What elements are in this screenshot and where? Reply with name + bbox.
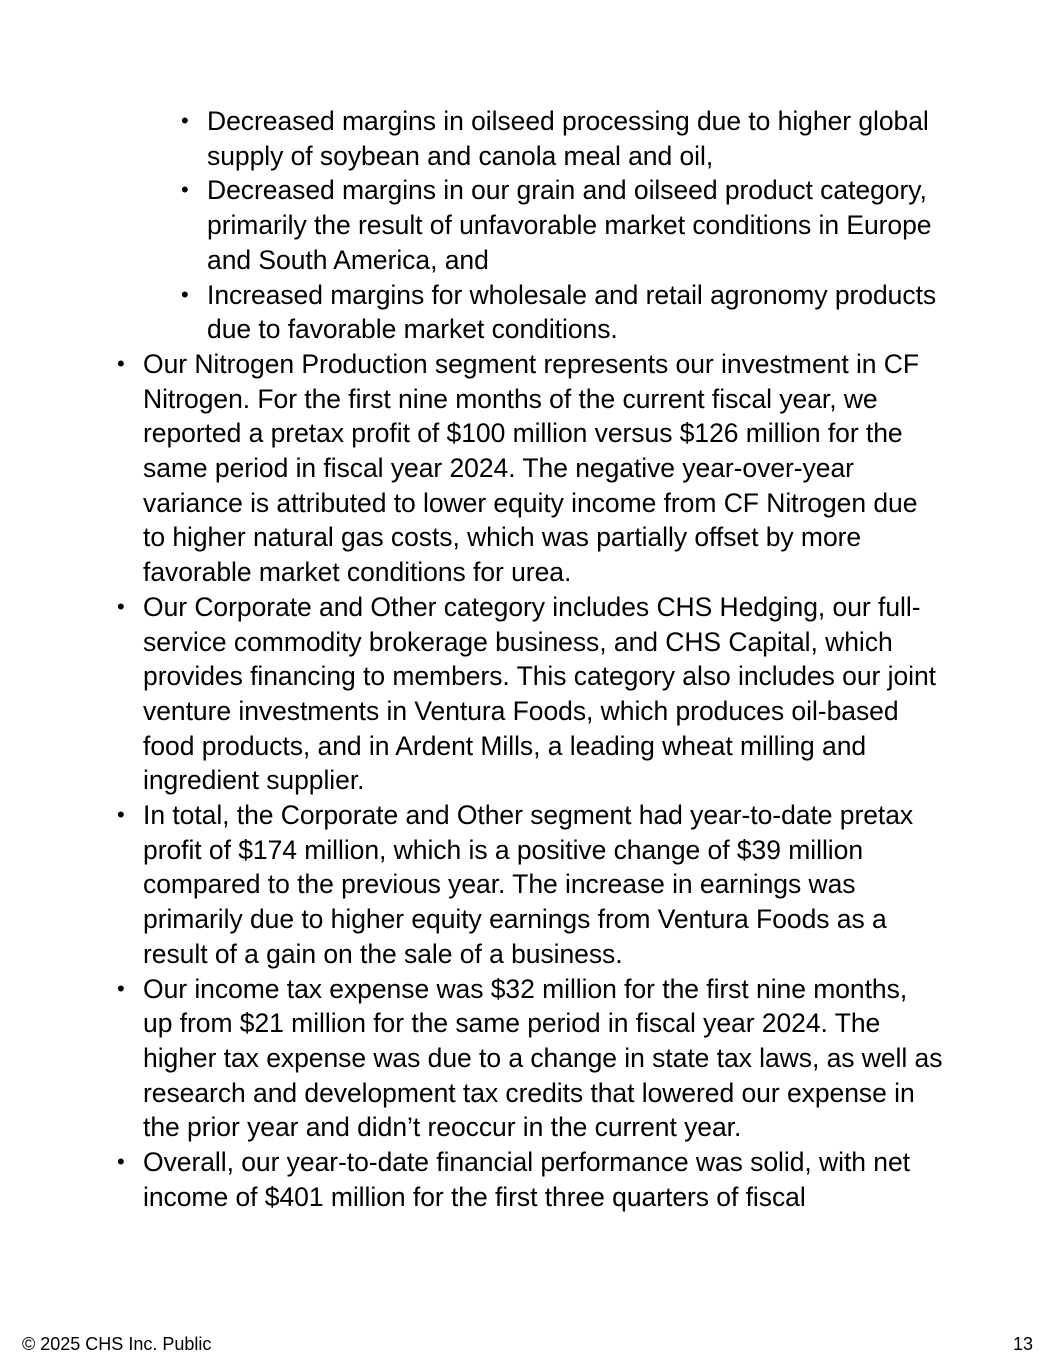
bullet-marker: • — [181, 281, 189, 307]
footer-copyright: © 2025 CHS Inc. Public — [22, 1334, 212, 1354]
bullet-marker: • — [181, 108, 189, 133]
sub-bullet-text: Decreased margins in our grain and oilseed product category, primarily the result of unfavorable market conditions in Europe and South America, and — [207, 175, 932, 275]
bullet-marker: • — [117, 802, 125, 828]
bullet-text: Our income tax expense was $32 million for the first nine months, up from $21 million for the same period in fiscal year 2024. The higher tax expense was due to a change in state tax laws, as well as research and development tax credits that lowered our expense in the prior year and didn’t reoccur in the current year. — [143, 973, 943, 1143]
bullet-marker: • — [117, 350, 125, 376]
bullet-item — [117, 590, 943, 798]
sub-bullet-text: Decreased margins in oilseed processing due to higher global supply of soybean and canola meal and oil, — [207, 106, 929, 171]
bullet-item — [117, 972, 943, 1146]
bullet-marker: • — [117, 975, 125, 1001]
bullet-text: Overall, our year-to-date financial performance was solid, with net income of $401 million for the first three quarters of fiscal — [143, 1147, 910, 1212]
bullet-item — [117, 1145, 943, 1214]
bullet-text: Our Nitrogen Production segment represents our investment in CF Nitrogen. For the first nine months of the current fiscal year, we reported a pretax profit of $100 million versus $126 million for the same period in fiscal year 2024. The negative year-over-year variance is attributed to lower equity income from CF Nitrogen due to higher natural gas costs, which was partially offset by more favorable market conditions for urea. — [143, 348, 920, 588]
main-bullet-list — [0, 347, 1055, 1215]
bullet-item — [117, 798, 943, 972]
sub-bullet-item — [181, 104, 947, 173]
bullet-marker: • — [181, 177, 189, 203]
page-content — [0, 104, 1055, 1215]
bullet-text: Our Corporate and Other category includes CHS Hedging, our full-service commodity brokerage business, and CHS Capital, which provides financing to members. This category also includes our joint venture investments in Ventura Foods, which produces oil-based food products, and in Ardent Mills, a leading wheat milling and ingredient supplier. — [143, 591, 936, 796]
page-number: 13 — [1012, 1334, 1033, 1354]
bullet-marker: • — [117, 1149, 125, 1175]
sub-bullet-text: Increased margins for wholesale and retail agronomy products due to favorable market conditions. — [207, 279, 937, 345]
bullet-marker: • — [117, 593, 125, 619]
sub-bullet-item — [181, 278, 947, 347]
sub-bullet-list — [0, 104, 1055, 347]
bullet-item — [117, 347, 943, 590]
bullet-text: In total, the Corporate and Other segment had year-to-date pretax profit of $174 million, which is a positive change of $39 million compared to the previous year. The increase in earnings was primarily due to higher equity earnings from Ventura Foods as a result of a gain on the sale of a business. — [143, 800, 914, 969]
sub-bullet-item — [181, 173, 947, 277]
